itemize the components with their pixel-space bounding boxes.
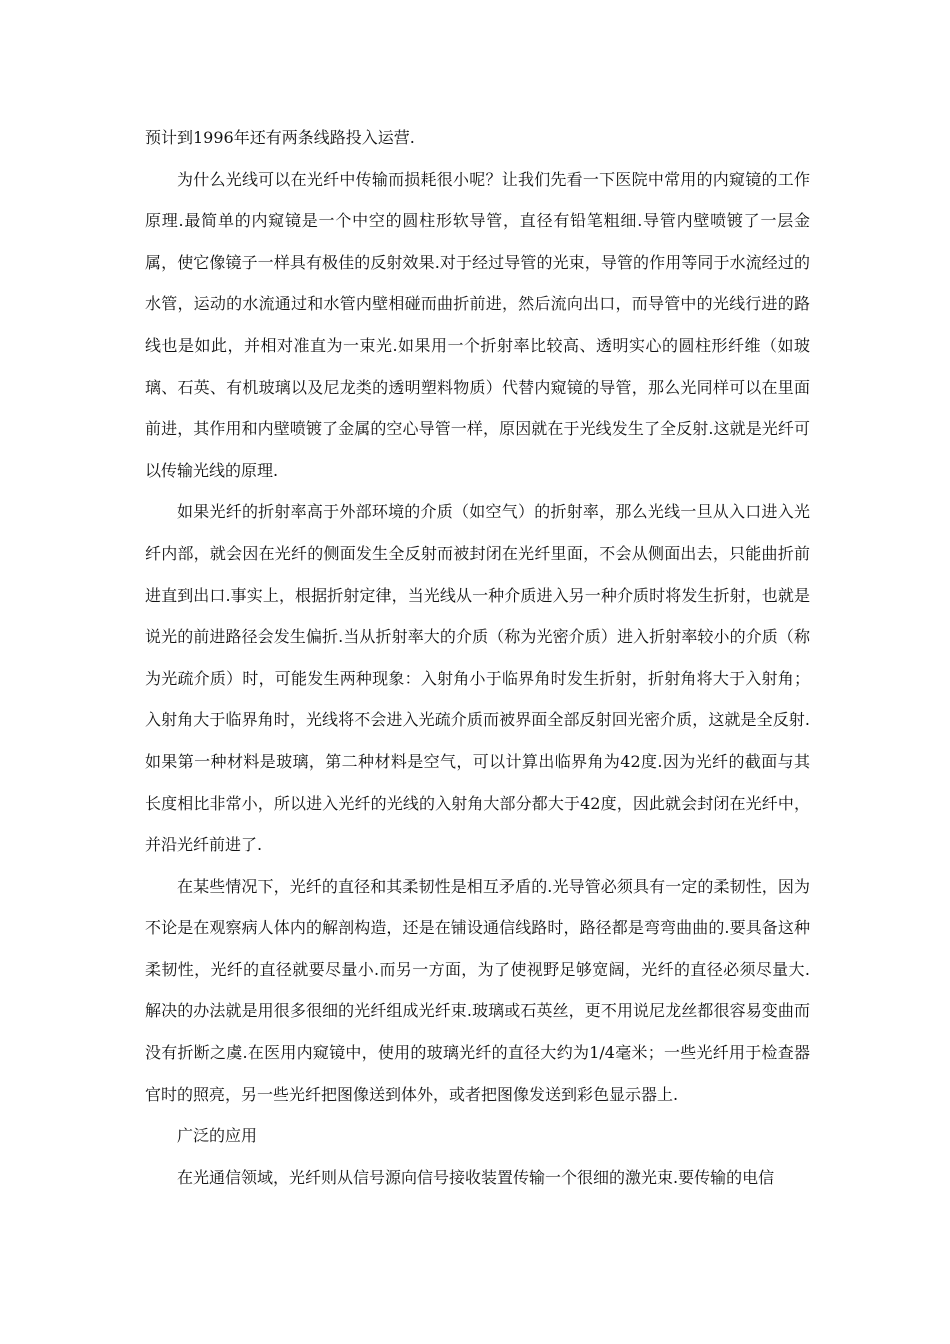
document-body [145,117,810,1198]
paragraph-total-reflection: 如果光纤的折射率高于外部环境的介质（如空气）的折射率，那么光线一旦从入口进入光纤内部，就会因在光纤的侧面发生全反射而被封闭在光纤里面，不会从侧面出去，只能曲折前进直到出口.事实上，根据折射定律，当光线从一种介质进入另一种介质时将发生折射，也就是说光的前进路径会发生偏折.当从折射率大的介质（称为光密介质）进入折射率较小的介质（称为光疏介质）时，可能发生两种现象：入射角小于临界角时发生折射，折射角将大于入射角；入射角大于临界角时，光线将不会进入光疏介质而被界面全部反射回光密介质，这就是全反射.如果第一种材料是玻璃，第二种材料是空气，可以计算出临界角为42度.因为光纤的截面与其长度相比非常小，所以进入光纤的光线的入射角大部分都大于42度，因此就会封闭在光纤中，并沿光纤前进了. [145,502,810,855]
paragraph-optical-communication: 在光通信领域，光纤则从信号源向信号接收装置传输一个很细的激光束.要传输的电信 [177,1167,775,1187]
section-heading-applications: 广泛的应用 [177,1126,258,1146]
paragraph-fiber-flexibility: 在某些情况下，光纤的直径和其柔韧性是相互矛盾的.光导管必须具有一定的柔韧性，因为不论是在观察病人体内的解剖构造，还是在铺设通信线路时，路径都是弯弯曲曲的.要具备这种柔韧性，光纤的直径就要尽量小.而另一方面，为了使视野足够宽阔，光纤的直径必须尽量大.解决的办法就是用很多很细的光纤组成光纤束.玻璃或石英丝，更不用说尼龙丝都很容易变曲而没有折断之虞.在医用内窥镜中，使用的玻璃光纤的直径大约为1/4毫米；一些光纤用于检查器官时的照亮，另一些光纤把图像送到体外，或者把图像发送到彩色显示器上. [145,876,810,1104]
paragraph-continuation: 预计到1996年还有两条线路投入运营. [145,128,415,147]
paragraph-endoscope-principle: 为什么光线可以在光纤中传输而损耗很小呢？让我们先看一下医院中常用的内窥镜的工作原理.最简单的内窥镜是一个中空的圆柱形软导管，直径有铅笔粗细.导管内壁喷镀了一层金属，使它像镜子一样具有极佳的反射效果.对于经过导管的光束，导管的作用等同于水流经过的水管，运动的水流通过和水管内壁相碰而曲折前进，然后流向出口，而导管中的光线行进的路线也是如此，并相对准直为一束光.如果用一个折射率比较高、透明实心的圆柱形纤维（如玻璃、石英、有机玻璃以及尼龙类的透明塑料物质）代替内窥镜的导管，那么光同样可以在里面前进，其作用和内壁喷镀了金属的空心导管一样，原因就在于光线发生了全反射.这就是光纤可以传输光线的原理. [145,169,810,480]
